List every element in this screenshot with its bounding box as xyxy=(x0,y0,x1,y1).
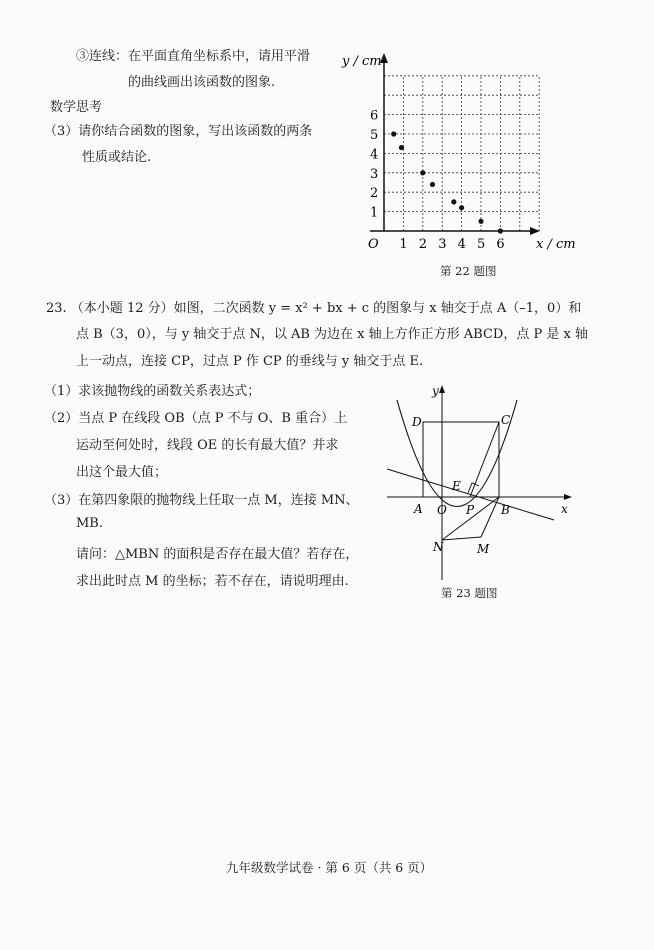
segment-cp xyxy=(470,422,499,497)
q22-section-title: 数学思考 xyxy=(50,100,103,115)
data-point xyxy=(430,182,435,187)
q23-part3-line2: MB. xyxy=(76,516,103,531)
label-y: y xyxy=(432,384,439,398)
q23-part1: （1）求该抛物线的函数关系表达式； xyxy=(44,384,261,399)
data-point xyxy=(399,145,404,150)
y-tick-label: 4 xyxy=(370,147,379,163)
q23-part2-line2: 运动至何处时，线段 OE 的长有最大值？并求 xyxy=(76,438,339,453)
x-axis-arrow xyxy=(530,227,540,235)
q23-line1: 23. （本小题 12 分）如图，二次函数 y = x² + bx + c 的图象与 x 轴交于点 A（–1，0）和 xyxy=(46,301,582,316)
square-abcd xyxy=(423,422,499,497)
label-n: N xyxy=(433,540,444,554)
label-o: O xyxy=(437,503,447,517)
x-tick-label: 1 xyxy=(399,237,408,252)
label-m: M xyxy=(477,542,490,556)
data-point xyxy=(459,205,464,210)
label-p: P xyxy=(466,503,475,517)
q22-step3-line1: ③连线：在平面直角坐标系中，请用平滑 xyxy=(76,49,311,64)
segment-mb xyxy=(481,497,499,537)
label-b: B xyxy=(501,503,510,517)
q23-line3: 上一动点，连接 CP，过点 P 作 CP 的垂线与 y 轴交于点 E. xyxy=(76,354,424,369)
q23-figure-caption: 第 23 题图 xyxy=(441,586,498,600)
x-axis-arrow xyxy=(564,494,572,500)
y-tick-label: 6 xyxy=(370,108,379,124)
page-footer: 九年级数学试卷 · 第 6 页（共 6 页） xyxy=(226,860,433,875)
x-tick-label: 4 xyxy=(457,237,466,252)
q22-part3-line2: 性质或结论. xyxy=(82,150,152,165)
data-point xyxy=(478,219,483,224)
x-tick-label: 3 xyxy=(438,237,447,252)
y-tick-label: 5 xyxy=(370,128,379,143)
data-point xyxy=(391,131,396,136)
x-axis-label: x / cm xyxy=(536,237,576,252)
q22-figure-caption: 第 22 题图 xyxy=(440,264,497,278)
y-axis-label: y / cm xyxy=(342,54,382,69)
label-e: E xyxy=(452,479,461,493)
label-d: D xyxy=(412,415,422,429)
y-axis-arrow xyxy=(439,385,445,393)
q23-part3-line1: （3）在第四象限的抛物线上任取一点 M，连接 MN、 xyxy=(44,493,359,508)
y-tick-label: 1 xyxy=(370,205,379,221)
figure-22-points xyxy=(391,131,503,233)
data-point xyxy=(451,199,456,204)
label-c: C xyxy=(501,413,511,427)
q23-part2-line1: （2）当点 P 在线段 OB（点 P 不与 O、B 重合）上 xyxy=(44,411,348,426)
q23-part3-line3: 请问：△MBN 的面积是否存在最大值？若存在， xyxy=(76,547,359,562)
origin-label: O xyxy=(368,237,379,252)
y-tick-label: 3 xyxy=(370,166,379,182)
data-point xyxy=(420,170,425,175)
q23-part3-line4: 求出此时点 M 的坐标；若不存在，请说明理由. xyxy=(76,574,349,589)
x-tick-label: 2 xyxy=(418,237,428,252)
figure-22-graph xyxy=(330,45,590,260)
label-x: x xyxy=(561,502,568,516)
q23-part2-line3: 出这个最大值； xyxy=(76,465,168,480)
label-a: A xyxy=(414,502,423,516)
q22-step3-line2: 的曲线画出该函数的图象. xyxy=(128,75,276,90)
data-point xyxy=(498,228,503,233)
x-tick-label: 6 xyxy=(496,237,505,252)
q22-part3-line1: （3）请你结合函数的图象，写出该函数的两条 xyxy=(44,124,313,139)
segment-nm xyxy=(442,537,481,540)
q23-line2: 点 B（3，0），与 y 轴交于点 N，以 AB 为边在 x 轴上方作正方形 ABCD，点 P 是 x 轴 xyxy=(76,327,588,342)
y-tick-label: 2 xyxy=(370,186,379,202)
figure-23-diagram xyxy=(382,380,582,585)
x-tick-label: 5 xyxy=(477,237,486,252)
